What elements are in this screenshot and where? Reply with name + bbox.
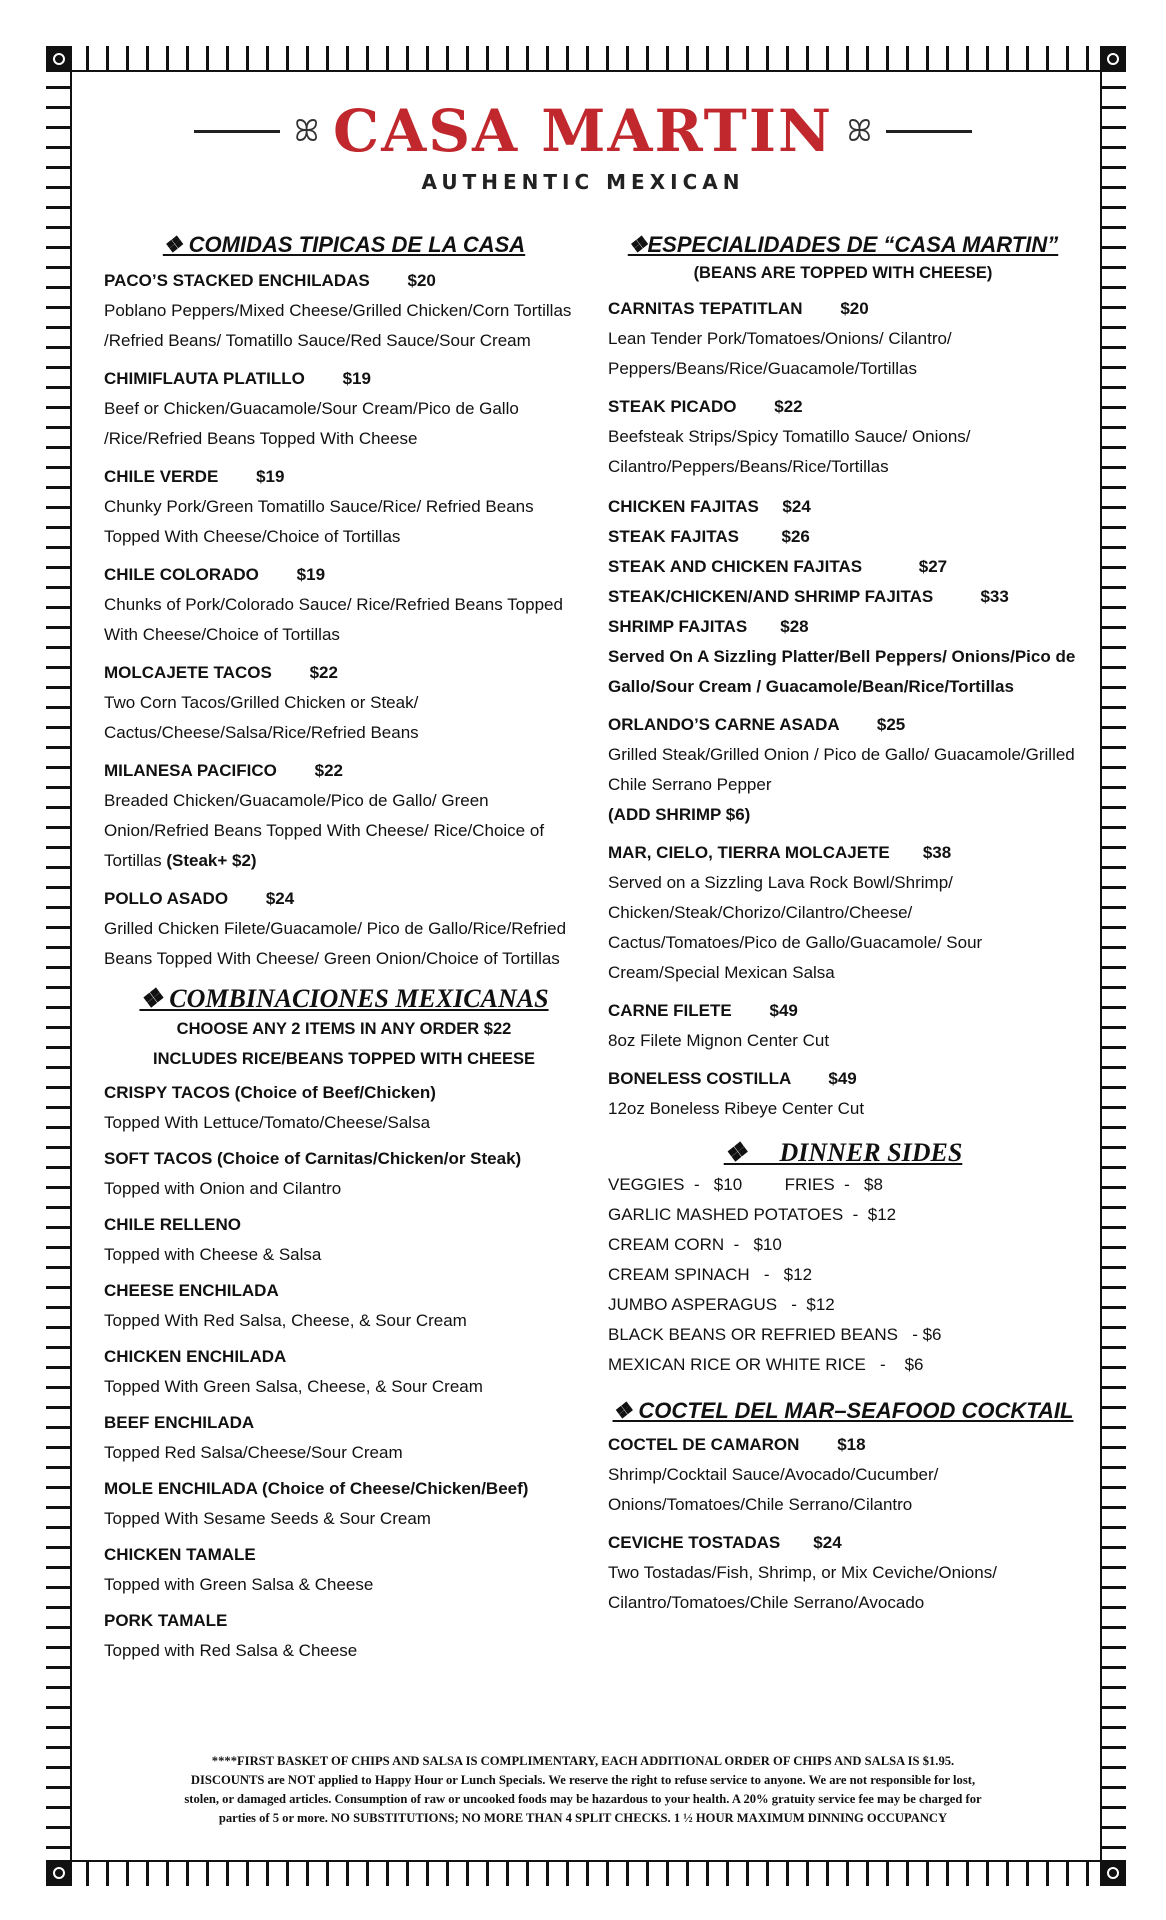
item-description: 12oz Boneless Ribeye Center Cut <box>608 1099 865 1118</box>
item-name: COCTEL DE CAMARON $18 <box>608 1435 866 1454</box>
side-item: BLACK BEANS OR REFRIED BEANS - $6 <box>608 1325 942 1344</box>
item-description: Shrimp/Cocktail Sauce/Avocado/Cucumber/ Onions/Tomatoes/Chile Serrano/Cilantro <box>608 1465 939 1514</box>
side-item: CREAM SPINACH - $12 <box>608 1265 813 1284</box>
menu-item <box>608 1430 1078 1520</box>
title-rule-right <box>886 130 972 133</box>
side-item: GARLIC MASHED POTATOES - $12 <box>608 1205 897 1224</box>
menu-item <box>104 1144 584 1204</box>
item-name: CRISPY TACOS (Choice of Beef/Chicken) <box>104 1083 436 1102</box>
item-name: MOLCAJETE TACOS $22 <box>104 663 338 682</box>
item-description: Grilled Steak/Grilled Onion / Pico de Gallo/ Guacamole/Grilled Chile Serrano Pepper <box>608 745 1075 794</box>
menu-item <box>104 658 584 748</box>
item-name: CARNITAS TEPATITLAN $20 <box>608 299 869 318</box>
restaurant-header <box>0 96 1166 194</box>
border-bottom-band <box>46 1860 1126 1886</box>
menu-item <box>104 1276 584 1336</box>
menu-item <box>104 1078 584 1138</box>
menu-item <box>608 1064 1078 1124</box>
item-description: Two Tostadas/Fish, Shrimp, or Mix Ceviche/Onions/ Cilantro/Tomatoes/Chile Serrano/Avocado <box>608 1563 997 1612</box>
section-heading-especialidades: ❖ESPECIALIDADES DE “CASA MARTIN” <box>627 232 1059 257</box>
menu-item <box>608 392 1078 482</box>
side-item: VEGGIES - $10 FRIES - $8 <box>608 1175 883 1194</box>
item-description: Grilled Chicken Filete/Guacamole/ Pico de Gallo/Rice/Refried Beans Topped With Cheese/ Green Onion/Choice of Tortillas <box>104 919 567 968</box>
item-addon: (ADD SHRIMP $6) <box>608 805 751 824</box>
item-description: Topped With Red Salsa, Cheese, & Sour Cream <box>104 1311 467 1330</box>
item-name: MOLE ENCHILADA (Choice of Cheese/Chicken/Beef) <box>104 1479 529 1498</box>
item-name: CEVICHE TOSTADAS $24 <box>608 1533 842 1552</box>
item-description: Topped With Lettuce/Tomato/Cheese/Salsa <box>104 1113 431 1132</box>
item-description: Served On A Sizzling Platter/Bell Peppers/ Onions/Pico de Gallo/Sour Cream / Guacamole/Bean/Rice/Tortillas <box>608 647 1076 696</box>
item-name: MAR, CIELO, TIERRA MOLCAJETE $38 <box>608 843 952 862</box>
corner-ornament-icon <box>46 1860 72 1886</box>
item-name: CHILE VERDE $19 <box>104 467 285 486</box>
side-item: MEXICAN RICE OR WHITE RICE - $6 <box>608 1355 924 1374</box>
restaurant-tagline: AUTHENTIC MEXICAN <box>421 170 745 194</box>
corner-ornament-icon <box>1100 46 1126 72</box>
menu-item <box>104 756 584 876</box>
menu-item <box>104 1606 584 1666</box>
section-heading-combinaciones: ❖ COMBINACIONES MEXICANAS <box>139 984 549 1013</box>
item-description: Chunky Pork/Green Tomatillo Sauce/Rice/ Refried Beans Topped With Cheese/Choice of Tortillas <box>104 497 534 546</box>
border-top-band <box>46 46 1126 72</box>
item-description: 8oz Filete Mignon Center Cut <box>608 1031 830 1050</box>
item-description-text: Breaded Chicken/Guacamole/Pico de Gallo/ Green Onion/Refried Beans Topped With Cheese/ Rice/Choice of Tortillas <box>104 791 545 870</box>
menu-item-fajitas <box>608 492 1078 702</box>
menu-disclaimer <box>100 1752 1066 1828</box>
item-description: Served on a Sizzling Lava Rock Bowl/Shrimp/ Chicken/Steak/Chorizo/Cilantro/Cheese/ Cactus/Tomatoes/Pico de Gallo/Guacamole/ Sour Cream/Special Mexican Salsa <box>608 873 983 982</box>
item-description: Chunks of Pork/Colorado Sauce/ Rice/Refried Beans Topped With Cheese/Choice of Tortillas <box>104 595 563 644</box>
item-name: CHICKEN ENCHILADA <box>104 1347 287 1366</box>
disclaimer-line: DISCOUNTS are NOT applied to Happy Hour or Lunch Specials. We reserve the right to refuse service to anyone. We are not responsible for lost, <box>190 1773 976 1787</box>
menu-item <box>608 996 1078 1056</box>
menu-item <box>608 838 1078 988</box>
menu-item <box>104 266 584 356</box>
beans-note: (BEANS ARE TOPPED WITH CHEESE) <box>693 264 993 282</box>
border-left-band <box>46 46 72 1886</box>
disclaimer-line: stolen, or damaged articles. Consumption of raw or uncooked foods may be hazardous to your health. A 20% gratuity service fee may be charged for <box>184 1792 982 1806</box>
item-name: STEAK PICADO $22 <box>608 397 803 416</box>
title-row <box>0 96 1166 166</box>
menu-item <box>104 884 584 974</box>
item-description: Topped with Onion and Cilantro <box>104 1179 342 1198</box>
item-name: CHICKEN TAMALE <box>104 1545 256 1564</box>
item-name: CHICKEN FAJITAS $24 <box>608 497 811 516</box>
item-name: STEAK/CHICKEN/AND SHRIMP FAJITAS $33 <box>608 587 1009 606</box>
menu-item <box>104 364 584 454</box>
menu-item <box>104 1342 584 1402</box>
item-name: CHILE RELLENO <box>104 1215 241 1234</box>
disclaimer-line: parties of 5 or more. NO SUBSTITUTIONS; NO MORE THAN 4 SPLIT CHECKS. 1 ½ HOUR MAXIMUM DINNING OCCUPANCY <box>218 1811 948 1825</box>
menu-item <box>608 294 1078 384</box>
item-name: CHIMIFLAUTA PLATILLO $19 <box>104 369 371 388</box>
border-right-band <box>1100 46 1126 1886</box>
corner-ornament-icon <box>46 46 72 72</box>
item-name: CARNE FILETE $49 <box>608 1001 798 1020</box>
menu-item <box>104 1210 584 1270</box>
item-description: Lean Tender Pork/Tomatoes/Onions/ Cilantro/ Peppers/Beans/Rice/Guacamole/Tortillas <box>608 329 952 378</box>
item-name: BONELESS COSTILLA $49 <box>608 1069 857 1088</box>
restaurant-name: CASA MARTIN <box>333 97 833 165</box>
side-item: JUMBO ASPERAGUS - $12 <box>608 1295 835 1314</box>
combo-includes-note: INCLUDES RICE/BEANS TOPPED WITH CHEESE <box>153 1050 535 1068</box>
item-description: Topped with Green Salsa & Cheese <box>104 1575 374 1594</box>
right-column <box>608 232 1078 1626</box>
item-name: BEEF ENCHILADA <box>104 1413 255 1432</box>
item-description: Topped with Cheese & Salsa <box>104 1245 322 1264</box>
item-name: STEAK AND CHICKEN FAJITAS $27 <box>608 557 948 576</box>
item-name: CHEESE ENCHILADA <box>104 1281 279 1300</box>
section-heading-comidas: ❖ COMIDAS TIPICAS DE LA CASA <box>162 232 526 257</box>
menu-item <box>104 1408 584 1468</box>
menu-item <box>104 1474 584 1534</box>
item-description: Beef or Chicken/Guacamole/Sour Cream/Pico de Gallo /Rice/Refried Beans Topped With Cheese <box>104 399 519 448</box>
item-name: SHRIMP FAJITAS $28 <box>608 617 809 636</box>
item-name: PORK TAMALE <box>104 1611 228 1630</box>
item-description: Poblano Peppers/Mixed Cheese/Grilled Chicken/Corn Tortillas /Refried Beans/ Tomatillo Sauce/Red Sauce/Sour Cream <box>104 301 572 350</box>
item-description <box>104 786 584 876</box>
item-upcharge: (Steak+ $2) <box>161 851 257 870</box>
item-name: POLLO ASADO $24 <box>104 889 295 908</box>
menu-item <box>608 710 1078 830</box>
corner-ornament-icon <box>1100 1860 1126 1886</box>
item-name: PACO’S STACKED ENCHILADAS $20 <box>104 271 436 290</box>
item-name: SOFT TACOS (Choice of Carnitas/Chicken/or Steak) <box>104 1149 522 1168</box>
combo-price-note: CHOOSE ANY 2 ITEMS IN ANY ORDER $22 <box>176 1020 512 1038</box>
section-heading-coctel: ❖ COCTEL DEL MAR–SEAFOOD COCKTAIL <box>612 1398 1074 1423</box>
item-description: Topped With Sesame Seeds & Sour Cream <box>104 1509 431 1528</box>
menu-item <box>104 1540 584 1600</box>
item-name: STEAK FAJITAS $26 <box>608 527 810 546</box>
item-name: MILANESA PACIFICO $22 <box>104 761 343 780</box>
item-name: ORLANDO’S CARNE ASADA $25 <box>608 715 906 734</box>
menu-item <box>608 1528 1078 1618</box>
item-description: Topped Red Salsa/Cheese/Sour Cream <box>104 1443 403 1462</box>
item-description: Topped With Green Salsa, Cheese, & Sour Cream <box>104 1377 483 1396</box>
item-name: CHILE COLORADO $19 <box>104 565 326 584</box>
scroll-ornament-icon: ꕤ <box>846 113 872 149</box>
menu-item <box>104 560 584 650</box>
item-description: Topped with Red Salsa & Cheese <box>104 1641 358 1660</box>
scroll-ornament-icon: ꕤ <box>294 113 320 149</box>
side-item: CREAM CORN - $10 <box>608 1235 782 1254</box>
disclaimer-line: ****FIRST BASKET OF CHIPS AND SALSA IS COMPLIMENTARY, EACH ADDITIONAL ORDER OF CHIPS AND SALSA IS $1.95. <box>211 1754 955 1768</box>
title-rule-left <box>194 130 280 133</box>
menu-item <box>104 462 584 552</box>
left-column <box>104 232 584 1666</box>
section-heading-dinner-sides: ❖ DINNER SIDES <box>723 1138 963 1167</box>
item-description: Two Corn Tacos/Grilled Chicken or Steak/ Cactus/Cheese/Salsa/Rice/Refried Beans <box>104 693 419 742</box>
item-description: Beefsteak Strips/Spicy Tomatillo Sauce/ Onions/ Cilantro/Peppers/Beans/Rice/Tortillas <box>608 427 971 476</box>
